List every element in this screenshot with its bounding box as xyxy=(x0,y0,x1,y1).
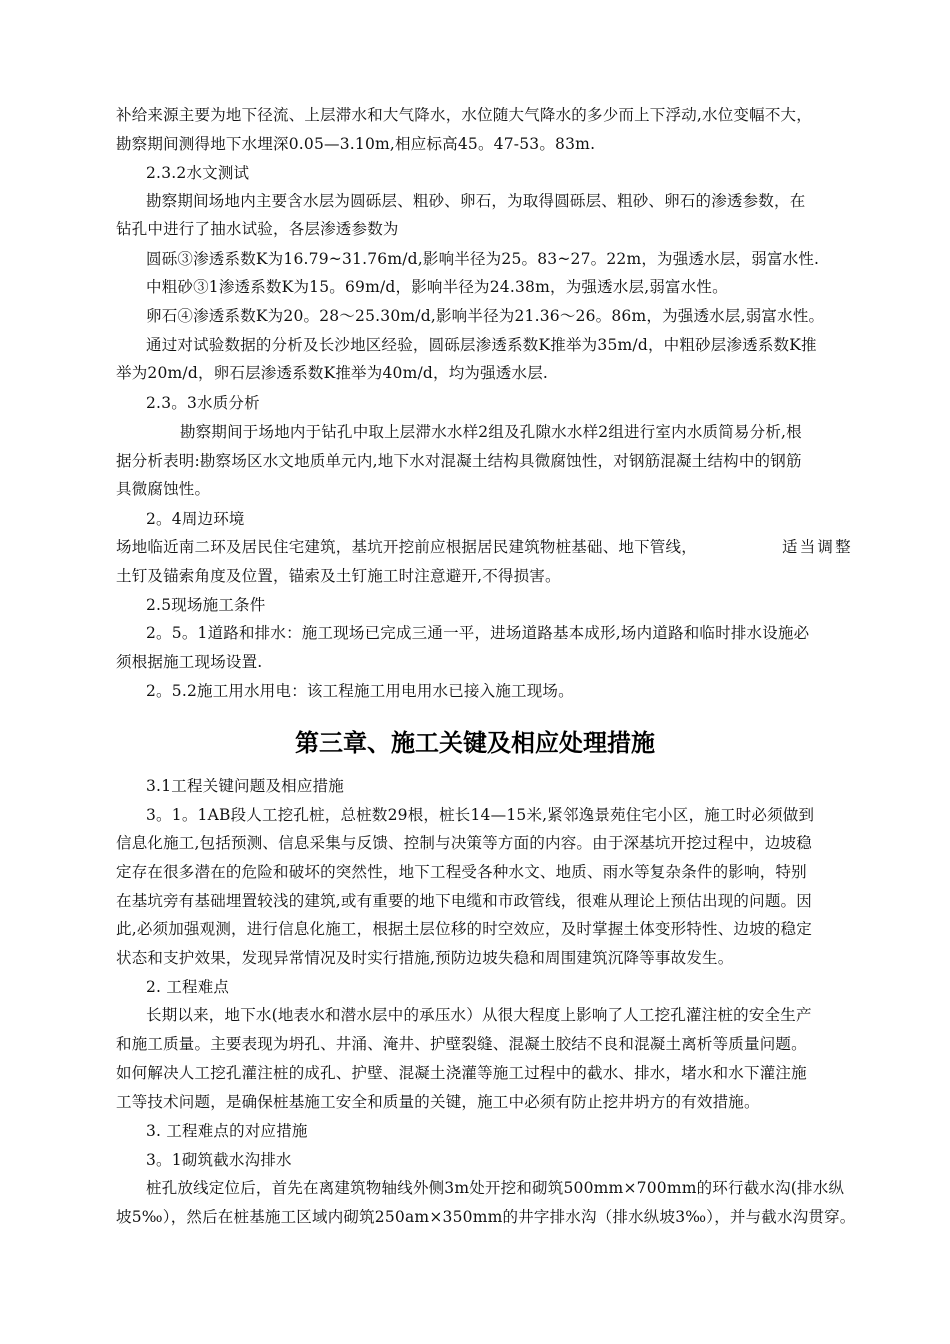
paragraph-line: 须根据施工现场设置. xyxy=(116,653,263,671)
paragraph-line: 2。5。1道路和排水：施工现场已完成三通一平，进场道路基本成形,场内道路和临时排水设施必 xyxy=(146,624,810,642)
paragraph-line: 勘察期间于场地内于钻孔中取上层滞水水样2组及孔隙水水样2组进行室内水质简易分析,根 xyxy=(180,423,802,441)
section-heading: 2。4周边环境 xyxy=(146,510,245,528)
paragraph-line-end: 适当调整 xyxy=(782,538,853,556)
paragraph-line: 坡5‰），然后在桩基施工区域内砌筑250am×350mm的井字排水沟（排水纵坡3‰），并与截水沟贯穿。 xyxy=(116,1208,856,1226)
section-heading: 2. 工程难点 xyxy=(146,978,230,996)
paragraph-line: 此,必须加强观测，进行信息化施工，根据土层位移的时空效应，及时掌握土体变形特性、边坡的稳定 xyxy=(116,920,812,938)
paragraph-line: 卵石④渗透系数K为20。28～25.30m/d,影响半径为21.36～26。86m，为强透水层,弱富水性。 xyxy=(146,307,825,325)
paragraph-line: 据分析表明:勘察场区水文地质单元内,地下水对混凝土结构具微腐蚀性，对钢筋混凝土结构中的钢筋 xyxy=(116,452,802,470)
paragraph-line: 信息化施工,包括预测、信息采集与反馈、控制与决策等方面的内容。由于深基坑开挖过程中，边坡稳 xyxy=(116,834,812,852)
paragraph-line: 桩孔放线定位后，首先在离建筑物轴线外侧3m处开挖和砌筑500mm×700mm的环行截水沟(排水纵 xyxy=(146,1179,845,1197)
section-heading: 2.3。3水质分析 xyxy=(146,394,260,412)
section-heading: 3.1工程关键问题及相应措施 xyxy=(146,777,344,795)
paragraph-line: 场地临近南二环及居民住宅建筑，基坑开挖前应根据居民建筑物桩基础、地下管线， xyxy=(116,538,697,556)
paragraph-line: 钻孔中进行了抽水试验，各层渗透参数为 xyxy=(116,220,399,238)
paragraph-line: 中粗砂③1渗透系数K为15。69m/d，影响半径为24.38m，为强透水层,弱富水性。 xyxy=(146,278,728,296)
paragraph-line: 定存在很多潜在的危险和破坏的突然性，地下工程受各种水文、地质、雨水等复杂条件的影响，特别 xyxy=(116,863,807,881)
chapter-title: 第三章、施工关键及相应处理措施 xyxy=(295,729,655,757)
paragraph-line: 补给来源主要为地下径流、上层滞水和大气降水，水位随大气降水的多少而上下浮动,水位变幅不大， xyxy=(116,106,812,124)
section-heading: 2.3.2水文测试 xyxy=(146,164,250,182)
paragraph-line: 在基坑旁有基础埋置较浅的建筑,或有重要的地下电缆和市政管线，很难从理论上预估出现的问题。因 xyxy=(116,892,812,910)
paragraph-line: 状态和支护效果，发现异常情况及时实行措施,预防边坡失稳和周围建筑沉降等事故发生。 xyxy=(116,949,734,967)
paragraph-line: 举为20m/d，卵石层渗透系数K推举为40m/d，均为强透水层. xyxy=(116,364,549,382)
paragraph-line: 勘察期间场地内主要含水层为圆砾层、粗砂、卵石，为取得圆砾层、粗砂、卵石的渗透参数，在 xyxy=(146,192,806,210)
section-heading: 3。1砌筑截水沟排水 xyxy=(146,1151,292,1169)
section-heading: 3. 工程难点的对应措施 xyxy=(146,1122,308,1140)
paragraph-line: 2。5.2施工用水用电：该工程施工用电用水已接入施工现场。 xyxy=(146,682,574,700)
paragraph-line: 如何解决人工挖孔灌注桩的成孔、护壁、混凝土浇灌等施工过程中的截水、排水，堵水和水下灌注施 xyxy=(116,1064,807,1082)
paragraph-line: 具微腐蚀性。 xyxy=(116,480,211,498)
section-heading: 2.5现场施工条件 xyxy=(146,596,266,614)
paragraph-line: 3。1。1AB段人工挖孔桩，总桩数29根，桩长14—15米,紧邻逸景苑住宅小区，施工时必须做到 xyxy=(146,806,815,824)
paragraph-line: 土钉及锚索角度及位置，锚索及土钉施工时注意避开,不得损害。 xyxy=(116,567,561,585)
paragraph-line: 和施工质量。主要表现为坍孔、井涌、淹井、护壁裂缝、混凝土胶结不良和混凝土离析等质量问题。 xyxy=(116,1035,807,1053)
paragraph-line: 圆砾③渗透系数K为16.79~31.76m/d,影响半径为25。83~27。22m，为强透水层，弱富水性. xyxy=(146,250,820,268)
paragraph-line: 勘察期间测得地下水埋深0.05—3.10m,相应标高45。47-53。83m. xyxy=(116,135,596,153)
paragraph-line: 长期以来，地下水(地表水和潜水层中的承压水）从很大程度上影响了人工挖孔灌注桩的安全生产 xyxy=(146,1006,812,1024)
paragraph-line: 工等技术问题，是确保桩基施工安全和质量的关键，施工中必须有防止挖井坍方的有效措施。 xyxy=(116,1093,760,1111)
paragraph-line: 通过对试验数据的分析及长沙地区经验，圆砾层渗透系数K推举为35m/d，中粗砂层渗透系数K推 xyxy=(146,336,817,354)
